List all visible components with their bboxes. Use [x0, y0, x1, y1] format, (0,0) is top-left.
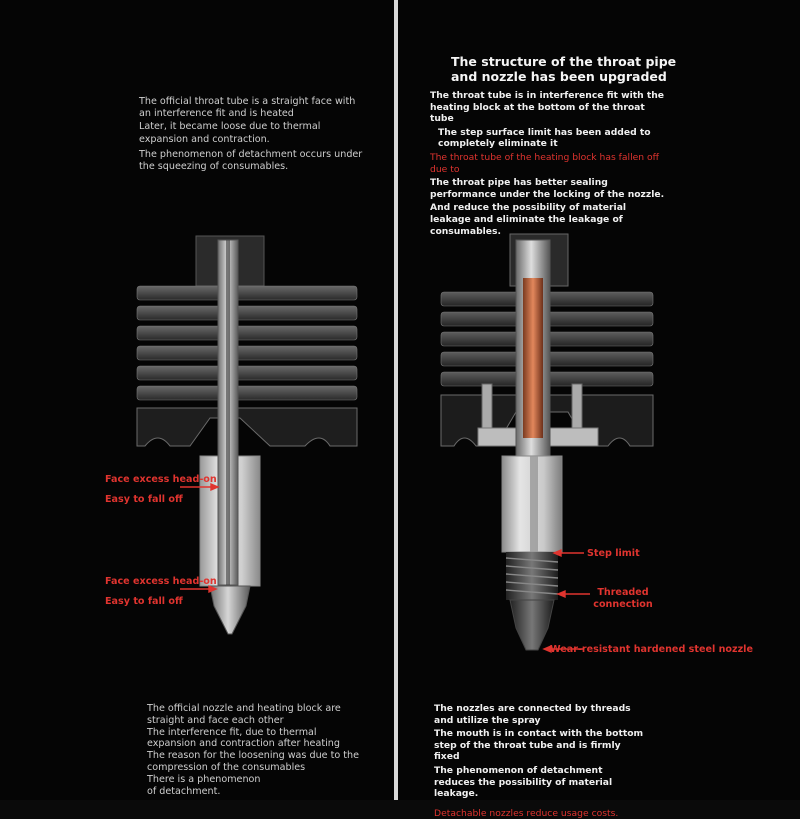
- left-bottom-line: The reason for the loosening was due to the compression of the consumables: [147, 750, 360, 773]
- hardened-steel-nozzle: [510, 600, 554, 650]
- nozzle-label: Wear-resistant hardened steel nozzle: [550, 644, 753, 655]
- left-bottom-line: There is a phenomenon of detachment.: [147, 773, 261, 797]
- right-top-line: The throat tube is in interference fit with the heating block at the bottom of the throat tube: [430, 90, 665, 125]
- left-top-line: The phenomenon of detachment occurs under the squeezing of consumables.: [139, 148, 363, 173]
- right-bottom-line: The phenomenon of detachment reduces the possibility of material leakage.: [434, 764, 613, 800]
- heatsink-fins: [137, 286, 357, 400]
- left-panel: [0, 0, 397, 800]
- copper-liner: [523, 278, 543, 438]
- left-bottom-line: The official nozzle and heating block are straight and face each other: [147, 703, 341, 726]
- step-limit-label: Step limit: [587, 548, 640, 559]
- fall-off-label-2: Easy to fall off: [105, 596, 183, 607]
- left-top-line: The official throat tube is a straight face with an interference fit and is heated: [139, 96, 356, 120]
- left-top-line: Later, it became loose due to thermal expansion and contraction.: [139, 121, 321, 145]
- right-bottom-line: The mouth is in contact with the bottom step of the throat tube and is firmly fixed: [434, 728, 644, 763]
- upgraded-hotend-illustration: [398, 0, 800, 800]
- right-top-line: And reduce the possibility of material leakage and eliminate the leakage of consumables.: [430, 202, 627, 237]
- right-bottom-line-highlight: Detachable nozzles reduce usage costs.: [434, 807, 619, 819]
- right-top-line: The step surface limit has been added to completely eliminate it: [438, 126, 651, 150]
- nozzle: [210, 586, 250, 634]
- official-hotend-illustration: [0, 0, 394, 800]
- fall-off-label-1: Easy to fall off: [105, 494, 183, 505]
- face-excess-label-1: Face excess head-on: [105, 474, 217, 485]
- right-panel: [398, 0, 800, 819]
- face-excess-label-2: Face excess head-on: [105, 576, 217, 587]
- right-top-line: The throat pipe has better sealing performance under the locking of the nozzle.: [430, 177, 665, 200]
- left-bottom-description: [147, 703, 362, 797]
- right-bottom-line: The nozzles are connected by threads and utilize the spray: [434, 703, 631, 726]
- right-bottom-description: [434, 703, 644, 819]
- left-bottom-line: The interference fit, due to thermal expansion and contraction after heating: [147, 726, 340, 750]
- threaded-connection-label: Threaded connection: [593, 587, 653, 610]
- right-title: The structure of the throat pipe and nozzle has been upgraded: [451, 54, 677, 84]
- right-top-line-highlight: The throat tube of the heating block has fallen off due to: [430, 151, 659, 175]
- heatsink-base: [137, 408, 357, 446]
